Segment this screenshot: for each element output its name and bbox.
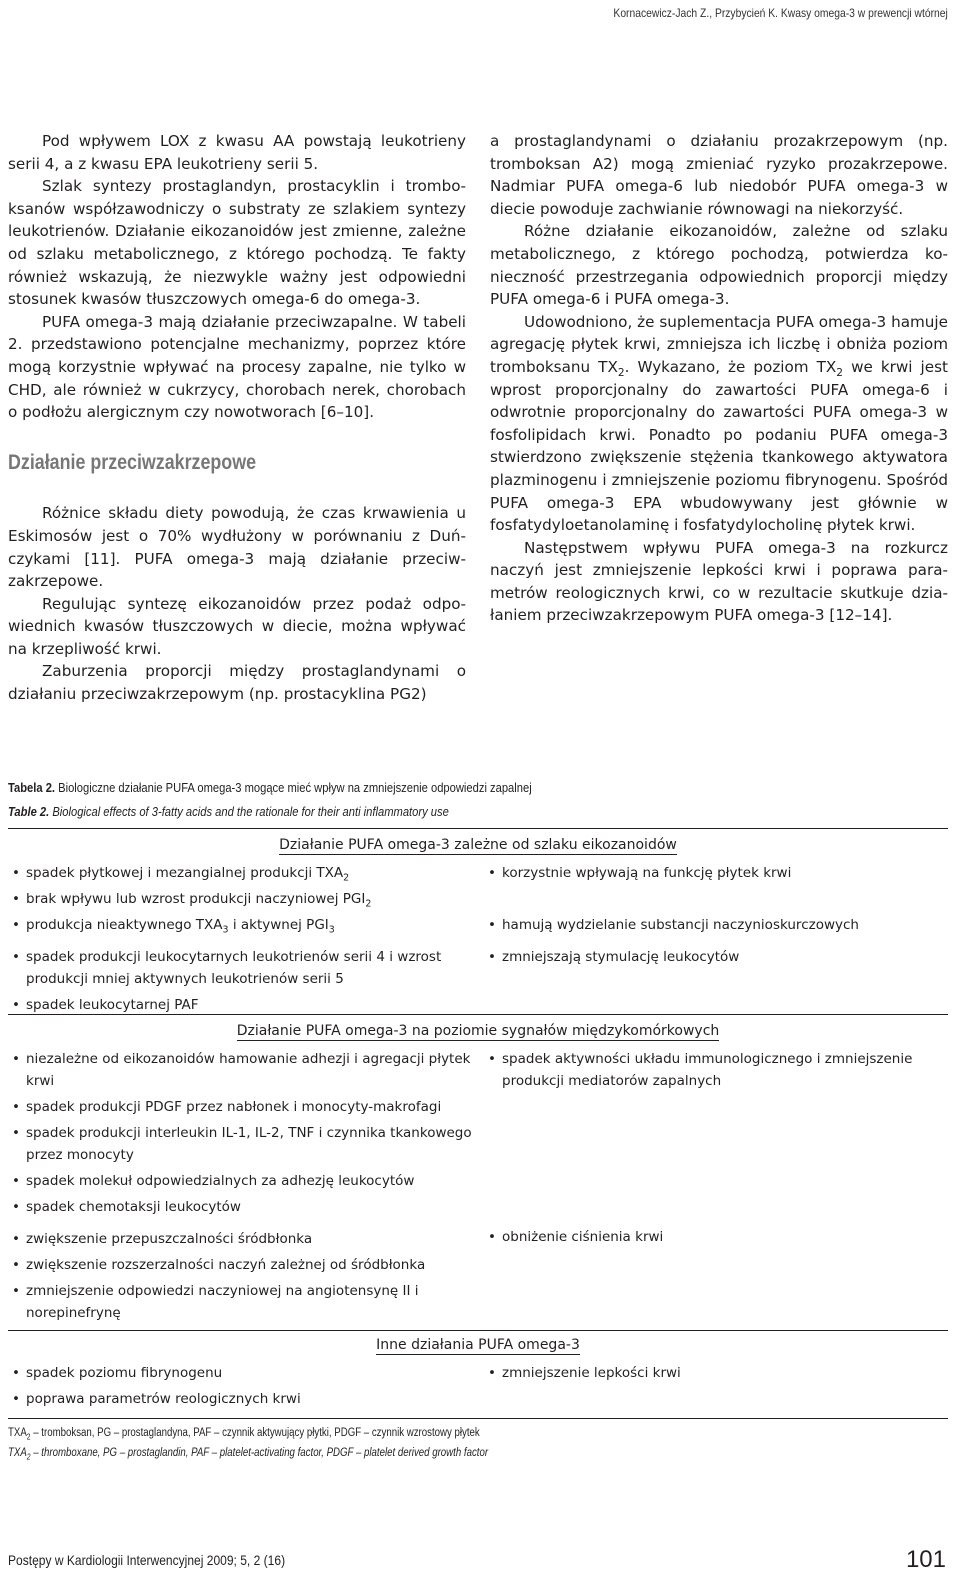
footnote-text: TXA xyxy=(8,1427,27,1439)
paragraph: a prostaglandynami o działaniu prozakrzepowym (np. tromboksan A2) mogą zmieniać ryzyko prozakrzepowe. Nadmiar PUFA omega-6 lub niedobór PUFA omega-3 w diecie powoduje zachwianie równowagi na niekorzyść. xyxy=(490,132,948,218)
table-item xyxy=(12,1096,472,1118)
right-column xyxy=(490,130,948,627)
item-text: hamują wydzielanie substancji naczynioskurczowych xyxy=(502,917,859,933)
subscript: 2 xyxy=(836,365,844,379)
table-left-cell xyxy=(12,1362,472,1414)
bullet-icon: • xyxy=(488,917,496,933)
bullet-icon: • xyxy=(488,1365,496,1381)
group-title-text: Działanie PUFA omega-3 zależne od szlaku eikozanoidów xyxy=(279,837,677,853)
footnote-text: – tromboksan, PG – prostaglandyna, PAF – czynnik aktywujący płytki, PDGF – czynnik wzrostowy płytek xyxy=(30,1427,480,1439)
caption-text: Biologiczne działanie PUFA omega-3 mogące mieć wpływ na zmniejszenie odpowiedzi zapalnej xyxy=(55,780,532,795)
group-title-text: Działanie PUFA omega-3 na poziomie sygnałów międzykomórkowych xyxy=(236,1023,720,1039)
table-rule xyxy=(8,828,948,829)
table-item xyxy=(12,946,472,990)
bullet-icon: • xyxy=(12,1365,20,1381)
bullet-icon: • xyxy=(12,1051,20,1067)
footnote-text: TXA xyxy=(8,1447,27,1459)
table-right-cell xyxy=(488,1048,948,1252)
table-item xyxy=(12,862,472,884)
subscript: 2 xyxy=(617,365,625,379)
bullet-icon: • xyxy=(12,997,20,1013)
table-right-cell xyxy=(488,1362,948,1388)
table-item xyxy=(488,1048,948,1092)
item-text: poprawa parametrów reologicznych krwi xyxy=(26,1391,301,1407)
item-text: spadek aktywności układu immunologicznego i zmniejszenie produkcji mediatorów zapalnych xyxy=(502,1051,913,1089)
bullet-icon: • xyxy=(12,1391,20,1407)
table-item xyxy=(12,1388,472,1410)
table-caption-en xyxy=(8,804,782,819)
item-text: zwiększenie rozszerzalności naczyń zależnej od śródbłonka xyxy=(26,1257,426,1273)
paragraph: PUFA omega-3 mają działanie przeciwzapalne. W tabeli 2. przedstawiono potencjalne mechanizmy, poprzez które mogą korzystnie wpływać na procesy zapalne, nie tylko w CHD, ale również w cukrzycy, chorobach nerek, chorobach o podłożu alergicznym czy nowotworach [6–10]. xyxy=(8,312,466,422)
paragraph: Pod wpływem LOX z kwasu AA powstają leukotrieny serii 4, a z kwasu EPA leukotrieny serii 5. xyxy=(8,132,466,173)
bullet-icon: • xyxy=(12,891,20,907)
table-item xyxy=(12,1122,472,1166)
item-text: zmniejszenie lepkości krwi xyxy=(502,1365,681,1381)
bullet-icon: • xyxy=(12,1283,20,1299)
table-item xyxy=(12,1280,472,1324)
page-number: 101 xyxy=(905,1546,946,1573)
paragraph: Następstwem wpływu PUFA omega-3 na rozkurcz naczyń jest zmniejszenie lepkości krwi i poprawa parametrów reologicznych krwi, co w rezultacie skutkuje działaniem przeciwzakrzepowym PUFA omega-3 [12–14]. xyxy=(490,538,948,625)
table-caption-pl xyxy=(8,780,782,795)
table-group-title xyxy=(8,836,948,854)
item-text: zmniejszenie odpowiedzi naczyniowej na angiotensynę II i norepinefrynę xyxy=(26,1283,419,1321)
table-item xyxy=(488,1362,948,1384)
item-text: i aktywnej PGI xyxy=(228,917,329,933)
table-rule xyxy=(8,1330,948,1331)
subscript: 3 xyxy=(328,924,335,936)
bullet-icon: • xyxy=(12,865,20,881)
item-text: zwiększenie przepuszczalności śródbłonka xyxy=(26,1231,313,1247)
table-group-title xyxy=(8,1022,948,1040)
table-right-cell xyxy=(488,862,948,972)
item-text: korzystnie wpływają na funkcję płytek krwi xyxy=(502,865,792,881)
bullet-icon: • xyxy=(488,1051,496,1067)
table-item xyxy=(488,914,948,936)
bullet-icon: • xyxy=(12,1199,20,1215)
item-text: brak wpływu lub wzrost produkcji naczyniowej PGI xyxy=(26,891,366,907)
subscript: 3 xyxy=(222,924,229,936)
caption-label: Tabela 2. xyxy=(8,780,56,795)
bullet-icon: • xyxy=(488,949,496,965)
paragraph: Różnice składu diety powodują, że czas krwawienia u Eskimosów jest o 70% wydłużony w porównaniu z Duńczykami [11]. PUFA omega-3 mają działanie przeciwzakrzepowe. xyxy=(8,504,466,591)
item-text: spadek molekuł odpowiedzialnych za adhezję leukocytów xyxy=(26,1173,415,1189)
journal-footer: Postępy w Kardiologii Interwencyjnej 2009; 5, 2 (16) xyxy=(8,1552,286,1568)
table-item xyxy=(488,1226,948,1248)
left-column xyxy=(8,130,466,706)
footnote-text: – thromboxane, PG – prostaglandin, PAF – platelet-activating factor, PDGF – platelet derived growth factor xyxy=(30,1447,489,1459)
table-rule xyxy=(8,1014,948,1015)
bullet-icon: • xyxy=(12,949,20,965)
paragraph: Szlak syntezy prostaglandyn, prostacyklin i tromboksanów współzawodniczy o substraty ze szlakiem syntezy leukotrienów. Działanie eikozanoidów jest zmienne, zależne od szlaku metabolicznego, z którego pochodzą. Te fakty również wskazują, że niezwykle ważny jest odpowiedni stosunek kwasów tłuszczowych omega-6 do omega-3. xyxy=(8,177,466,309)
caption-label: Table 2. xyxy=(8,804,50,819)
item-text: obniżenie ciśnienia krwi xyxy=(502,1229,664,1245)
text-run: Udowodniono, że suplementacja PUFA omega-3 hamuje agregację płytek krwi, zmniejsza ich liczbę i obniża poziom tromboksanu TX xyxy=(490,312,948,376)
item-text: spadek produkcji leukocytarnych leukotrienów serii 4 i wzrost produkcji mniej aktywnych leukotrienów serii 5 xyxy=(26,949,442,987)
table-item xyxy=(12,1170,472,1192)
item-text: spadek płytkowej i mezangialnej produkcji TXA xyxy=(26,865,344,881)
table-group-title xyxy=(8,1336,948,1354)
paragraph: Różne działanie eikozanoidów, zależne od szlaku metabolicznego, z którego pochodzą, potwierdza konieczność przestrzegania odpowiednich proporcji między PUFA omega-6 i PUFA omega-3. xyxy=(490,222,948,309)
item-text: spadek leukocytarnej PAF xyxy=(26,997,199,1013)
table-left-cell xyxy=(12,1048,472,1328)
table-item xyxy=(12,914,472,936)
subscript: 2 xyxy=(26,1452,31,1462)
bullet-icon: • xyxy=(12,1257,20,1273)
subscript: 2 xyxy=(365,898,372,910)
bullet-icon: • xyxy=(12,917,20,933)
paragraph: Regulując syntezę eikozanoidów przez podaż odpowiednich kwasów tłuszczowych w diecie, można wpływać na krzepliwość krwi. xyxy=(8,594,466,658)
text-run: . Wykazano, że poziom TX xyxy=(624,357,837,376)
caption-text: Biological effects of 3-fatty acids and the rationale for their anti inflammatory use xyxy=(49,804,449,819)
item-text: zmniejszają stymulację leukocytów xyxy=(502,949,740,965)
table-item xyxy=(12,888,472,910)
item-text: spadek poziomu fibrynogenu xyxy=(26,1365,223,1381)
item-text: spadek produkcji interleukin IL-1, IL-2, TNF i czynnika tkankowego przez monocyty xyxy=(26,1125,472,1163)
item-text: spadek chemotaksji leukocytów xyxy=(26,1199,241,1215)
table-item xyxy=(12,1048,472,1092)
table-footnote-en xyxy=(8,1447,489,1462)
bullet-icon: • xyxy=(12,1099,20,1115)
table-rule xyxy=(8,1418,948,1419)
item-text: spadek produkcji PDGF przez nabłonek i monocyty-makrofagi xyxy=(26,1099,442,1115)
table-item xyxy=(12,1254,472,1276)
item-text: niezależne od eikozanoidów hamowanie adhezji i agregacji płytek krwi xyxy=(26,1051,471,1089)
bullet-icon: • xyxy=(488,1229,496,1245)
table-item xyxy=(12,994,472,1016)
bullet-icon: • xyxy=(12,1231,20,1247)
table-footnote-pl xyxy=(8,1427,480,1442)
paragraph xyxy=(490,311,948,537)
table-item xyxy=(12,1228,472,1250)
table-item xyxy=(12,1362,472,1384)
table-item xyxy=(488,946,948,968)
group-title-text: Inne działania PUFA omega-3 xyxy=(376,1337,580,1353)
section-heading: Działanie przeciwzakrzepowe xyxy=(8,450,257,474)
paragraph: Zaburzenia proporcji między prostaglandynami o działaniu przeciwzakrzepowym (np. prostacyklina PG2) xyxy=(8,662,466,704)
bullet-icon: • xyxy=(12,1173,20,1189)
bullet-icon: • xyxy=(488,865,496,881)
subscript: 2 xyxy=(343,872,350,884)
subscript: 2 xyxy=(26,1432,31,1442)
running-head: Kornacewicz-Jach Z., Przybycień K. Kwasy omega-3 w prewencji wtórnej xyxy=(613,6,948,20)
item-text: produkcja nieaktywnego TXA xyxy=(26,917,223,933)
table-item xyxy=(12,1196,472,1218)
table-item xyxy=(488,862,948,884)
bullet-icon: • xyxy=(12,1125,20,1141)
table-left-cell xyxy=(12,862,472,1020)
text-run: we krwi jest wprost proporcjonalny do zawartości PUFA omega-6 i odwrotnie proporcjonalny do zawartości PUFA omega-3 w fosfolipidach krwi. Ponadto po podaniu PUFA omega-3 stwierdzono zwiększenie stężenia tkankowego aktywatora plazminogenu i zmniejszenie poziomu fibrynogenu. Spośród PUFA omega-3 EPA wbudowywany jest głównie w fosfatydyloetanolaminę i fosfatydylocholinę płytek krwi. xyxy=(490,357,948,535)
